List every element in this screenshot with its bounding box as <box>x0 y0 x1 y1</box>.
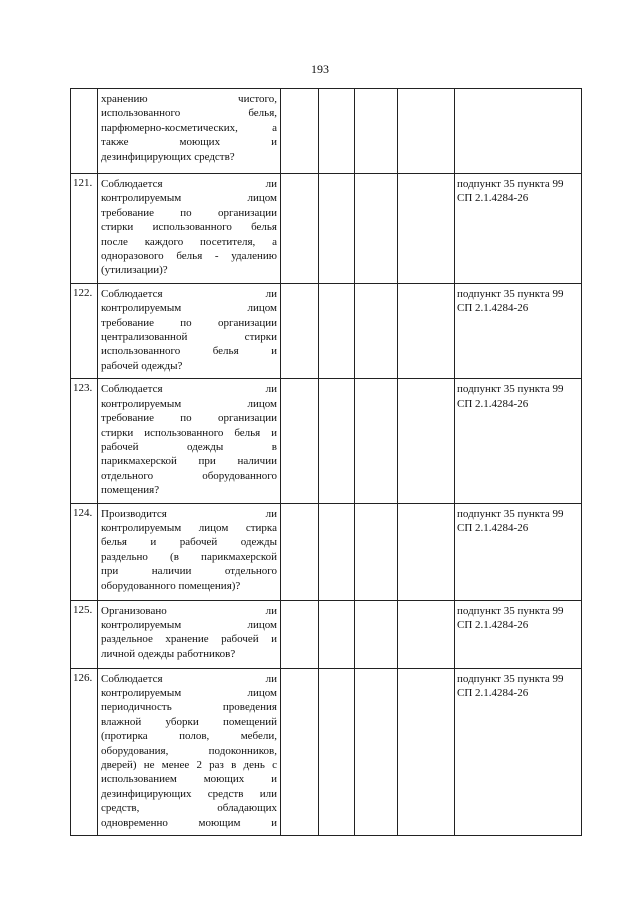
legal-reference <box>455 174 582 284</box>
question-line: Организовано ли <box>101 604 277 617</box>
question-line: личной одежды работников? <box>101 647 236 660</box>
question-line: контролируемым лицом <box>101 397 277 410</box>
checklist-row <box>71 668 582 835</box>
page-number: 193 <box>311 62 329 76</box>
checklist-row <box>71 503 582 600</box>
question-text <box>98 89 281 174</box>
question-line: (протирка полов, мебели, <box>101 730 277 743</box>
answer-cell <box>355 379 398 503</box>
answer-cell <box>319 174 355 284</box>
row-number: 126. <box>71 668 98 835</box>
answer-cell <box>398 503 455 600</box>
legal-reference <box>455 89 582 174</box>
question-line: требование по организации <box>101 316 277 329</box>
question-line: хранению чистого, <box>101 93 277 105</box>
question-line: парфюмерно-косметических, а <box>101 121 277 134</box>
question-line: использованием моющих и <box>101 773 277 786</box>
answer-cell <box>398 668 455 835</box>
answer-cell <box>319 283 355 378</box>
answer-cell <box>281 503 319 600</box>
answer-cell <box>319 600 355 668</box>
answer-cell <box>281 379 319 503</box>
question-line: белья и рабочей одежды <box>101 536 277 549</box>
question-line: оборудованного помещения)? <box>101 579 241 592</box>
answer-cell <box>355 283 398 378</box>
reference-line: подпункт 35 пункта 99 <box>457 507 564 520</box>
question-line: использованного белья и <box>101 345 277 358</box>
question-line: дезинфицирующих средств? <box>101 150 235 163</box>
question-text <box>98 174 281 284</box>
question-line: средств, обладающих <box>101 802 277 815</box>
checklist-row <box>71 600 582 668</box>
reference-line: СП 2.1.4284-26 <box>457 397 529 410</box>
answer-cell <box>355 89 398 174</box>
legal-reference <box>455 600 582 668</box>
question-line: стирки использованного белья и <box>101 426 277 439</box>
answer-cell <box>281 283 319 378</box>
question-line: контролируемым лицом <box>101 618 277 631</box>
row-number: 121. <box>71 174 98 284</box>
question-line: контролируемым лицом <box>101 686 277 699</box>
question-line: Соблюдается ли <box>101 287 277 300</box>
answer-cell <box>319 379 355 503</box>
question-line: (утилизации)? <box>101 264 168 277</box>
reference-line: подпункт 35 пункта 99 <box>457 178 564 190</box>
answer-cell <box>398 174 455 284</box>
question-line: Производится ли <box>101 507 277 520</box>
answer-cell <box>355 668 398 835</box>
question-line: после каждого посетителя, а <box>101 235 277 248</box>
row-number <box>71 89 98 174</box>
answer-cell <box>355 503 398 600</box>
question-line: Соблюдается ли <box>101 672 277 685</box>
question-line: периодичность проведения <box>101 701 277 714</box>
checklist-row <box>71 283 582 378</box>
question-line: контролируемым лицом <box>101 302 277 315</box>
row-number: 122. <box>71 283 98 378</box>
question-line: дезинфицирующих средств или <box>101 787 277 800</box>
question-text <box>98 379 281 503</box>
question-line: парикмахерской при наличии <box>101 455 277 468</box>
answer-cell <box>398 283 455 378</box>
checklist-table <box>70 88 582 836</box>
question-line: при наличии отдельного <box>101 565 277 578</box>
question-line: контролируемым лицом стирка <box>101 521 277 534</box>
answer-cell <box>355 174 398 284</box>
answer-cell <box>281 600 319 668</box>
reference-line: СП 2.1.4284-26 <box>457 686 529 699</box>
answer-cell <box>319 89 355 174</box>
reference-line: подпункт 35 пункта 99 <box>457 672 564 685</box>
row-number: 125. <box>71 600 98 668</box>
question-text <box>98 283 281 378</box>
answer-cell <box>398 89 455 174</box>
answer-cell <box>281 89 319 174</box>
question-line: требование по организации <box>101 206 277 219</box>
legal-reference <box>455 668 582 835</box>
question-line: рабочей одежды? <box>101 359 183 372</box>
question-text <box>98 668 281 835</box>
question-line: дверей) не менее 2 раз в день с <box>101 758 277 771</box>
answer-cell <box>355 600 398 668</box>
answer-cell <box>319 503 355 600</box>
question-line: одновременно моющим и <box>101 816 277 829</box>
question-line: также моющих и <box>101 136 277 149</box>
legal-reference <box>455 379 582 503</box>
reference-line: СП 2.1.4284-26 <box>457 618 529 631</box>
answer-cell <box>398 379 455 503</box>
legal-reference <box>455 283 582 378</box>
reference-line: СП 2.1.4284-26 <box>457 302 529 315</box>
question-line: раздельное хранение рабочей и <box>101 633 277 646</box>
question-line: отдельного оборудованного <box>101 469 277 482</box>
legal-reference <box>455 503 582 600</box>
question-line: рабочей одежды в <box>101 440 277 453</box>
reference-line: подпункт 35 пункта 99 <box>457 383 564 396</box>
question-line: одноразового белья - удалению <box>101 250 277 263</box>
row-number: 123. <box>71 379 98 503</box>
answer-cell <box>398 600 455 668</box>
question-line: контролируемым лицом <box>101 192 277 205</box>
question-text <box>98 503 281 600</box>
question-line: централизованной стирки <box>101 331 277 344</box>
reference-line: подпункт 35 пункта 99 <box>457 287 564 300</box>
checklist-row <box>71 379 582 503</box>
answer-cell <box>281 668 319 835</box>
answer-cell <box>319 668 355 835</box>
reference-line: СП 2.1.4284-26 <box>457 192 529 205</box>
question-text <box>98 600 281 668</box>
question-line: использованного белья, <box>101 107 277 120</box>
question-line: Соблюдается ли <box>101 383 277 396</box>
question-line: влажной уборки помещений <box>101 715 277 728</box>
answer-cell <box>281 174 319 284</box>
checklist-row <box>71 89 582 174</box>
question-line: оборудования, подоконников, <box>101 744 277 757</box>
question-line: раздельно (в парикмахерской <box>101 550 277 563</box>
question-line: Соблюдается ли <box>101 178 277 190</box>
reference-line: СП 2.1.4284-26 <box>457 521 529 534</box>
question-line: стирки использованного белья <box>101 221 277 234</box>
question-line: требование по организации <box>101 412 277 425</box>
question-line: помещения? <box>101 484 160 497</box>
reference-line: подпункт 35 пункта 99 <box>457 604 564 617</box>
checklist-row <box>71 174 582 284</box>
row-number: 124. <box>71 503 98 600</box>
